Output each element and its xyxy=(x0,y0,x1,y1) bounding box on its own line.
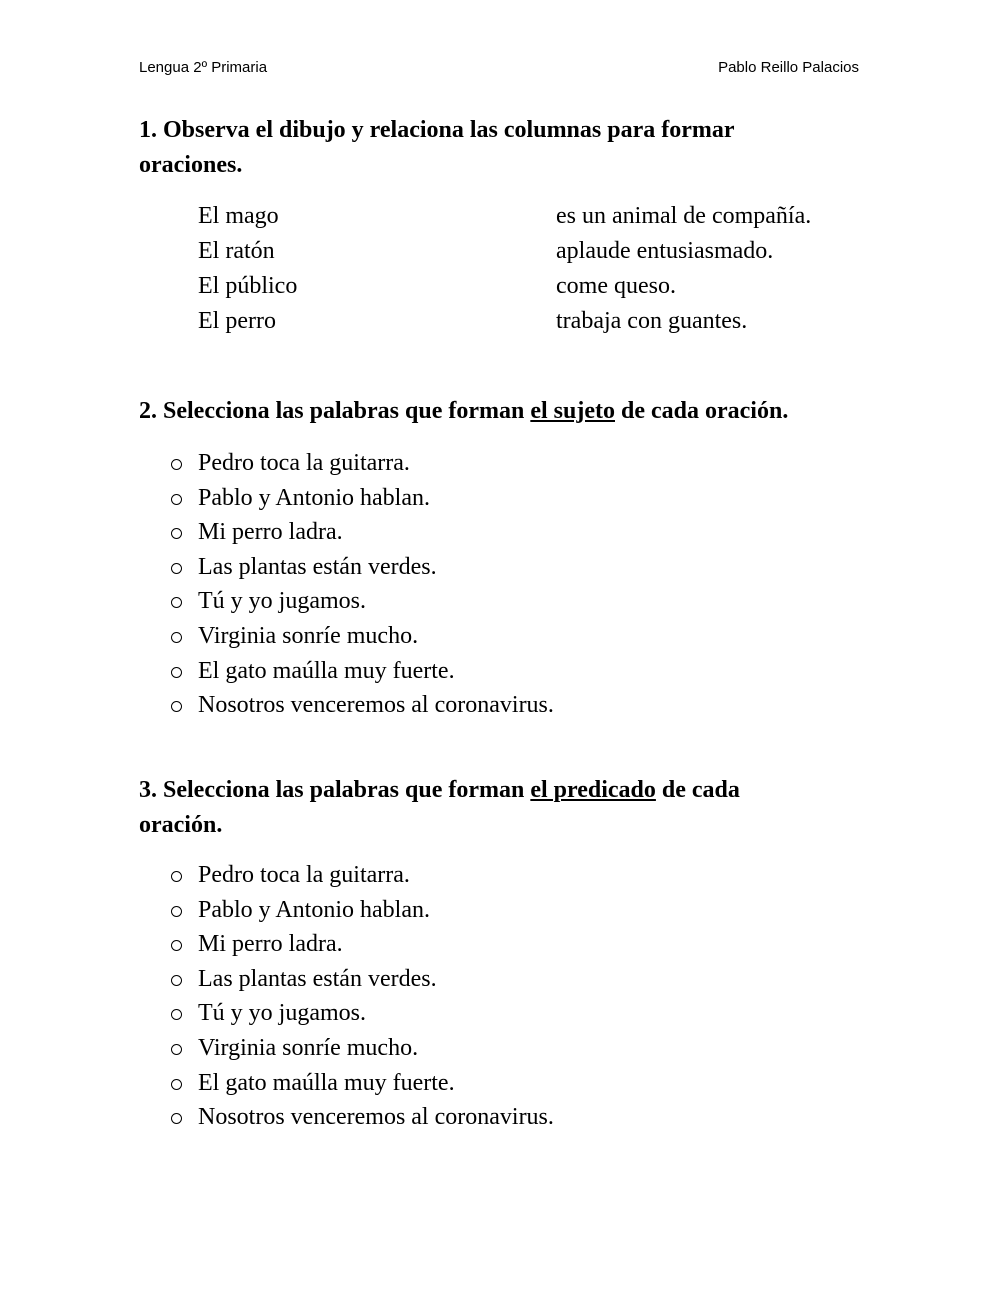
match-left-item[interactable]: El perro xyxy=(198,308,276,334)
option-item[interactable]: El gato maúlla muy fuerte. xyxy=(166,654,856,689)
radio-circle-icon[interactable] xyxy=(171,494,182,505)
option-item[interactable]: Mi perro ladra. xyxy=(166,515,856,550)
match-right-item[interactable]: trabaja con guantes. xyxy=(556,308,748,334)
radio-circle-icon[interactable] xyxy=(171,459,182,470)
author-label: Pablo Reillo Palacios xyxy=(718,59,859,76)
page-header xyxy=(139,57,859,81)
radio-circle-icon[interactable] xyxy=(171,906,182,917)
radio-circle-icon[interactable] xyxy=(171,632,182,643)
radio-circle-icon[interactable] xyxy=(171,1113,182,1124)
subject-keyword: el sujeto xyxy=(530,398,615,424)
match-right-item[interactable]: es un animal de compañía. xyxy=(556,203,812,229)
match-left-item[interactable]: El ratón xyxy=(198,238,275,264)
question-1-title: 1. Observa el dibujo y relaciona las columnas para formar oraciones. xyxy=(139,117,735,178)
question-3-options xyxy=(166,858,856,1135)
option-item[interactable]: Pablo y Antonio hablan. xyxy=(166,481,856,516)
radio-circle-icon[interactable] xyxy=(171,940,182,951)
match-right-item[interactable]: aplaude entusiasmado. xyxy=(556,238,774,264)
option-item[interactable]: Virginia sonríe mucho. xyxy=(166,619,856,654)
question-2-options xyxy=(166,446,856,723)
radio-circle-icon[interactable] xyxy=(171,1079,182,1090)
match-row xyxy=(198,269,858,304)
option-item[interactable]: Tú y yo jugamos. xyxy=(166,996,856,1031)
match-row xyxy=(198,234,858,269)
option-item[interactable]: Virginia sonríe mucho. xyxy=(166,1031,856,1066)
radio-circle-icon[interactable] xyxy=(171,563,182,574)
radio-circle-icon[interactable] xyxy=(171,597,182,608)
question-2-title: 2. Selecciona las palabras que forman el sujeto de cada oración. xyxy=(139,398,789,424)
match-left-item[interactable]: El público xyxy=(198,273,298,299)
option-item[interactable]: Mi perro ladra. xyxy=(166,927,856,962)
question-3-title: 3. Selecciona las palabras que forman el predicado de cada oración. xyxy=(139,777,740,838)
option-item[interactable]: Tú y yo jugamos. xyxy=(166,584,856,619)
radio-circle-icon[interactable] xyxy=(171,975,182,986)
match-row xyxy=(198,199,858,234)
radio-circle-icon[interactable] xyxy=(171,871,182,882)
predicate-keyword: el predicado xyxy=(530,777,656,803)
option-item[interactable]: El gato maúlla muy fuerte. xyxy=(166,1066,856,1101)
match-row xyxy=(198,304,858,339)
radio-circle-icon[interactable] xyxy=(171,1044,182,1055)
radio-circle-icon[interactable] xyxy=(171,701,182,712)
match-left-item[interactable]: El mago xyxy=(198,203,279,229)
option-item[interactable]: Pablo y Antonio hablan. xyxy=(166,893,856,928)
option-item[interactable]: Nosotros venceremos al coronavirus. xyxy=(166,688,856,723)
radio-circle-icon[interactable] xyxy=(171,1009,182,1020)
option-item[interactable]: Pedro toca la guitarra. xyxy=(166,446,856,481)
radio-circle-icon[interactable] xyxy=(171,528,182,539)
matching-columns xyxy=(198,199,858,339)
option-item[interactable]: Nosotros venceremos al coronavirus. xyxy=(166,1100,856,1135)
option-item[interactable]: Pedro toca la guitarra. xyxy=(166,858,856,893)
radio-circle-icon[interactable] xyxy=(171,667,182,678)
subject-label: Lengua 2º Primaria xyxy=(139,59,268,76)
option-item[interactable]: Las plantas están verdes. xyxy=(166,550,856,585)
option-item[interactable]: Las plantas están verdes. xyxy=(166,962,856,997)
match-right-item[interactable]: come queso. xyxy=(556,273,676,299)
